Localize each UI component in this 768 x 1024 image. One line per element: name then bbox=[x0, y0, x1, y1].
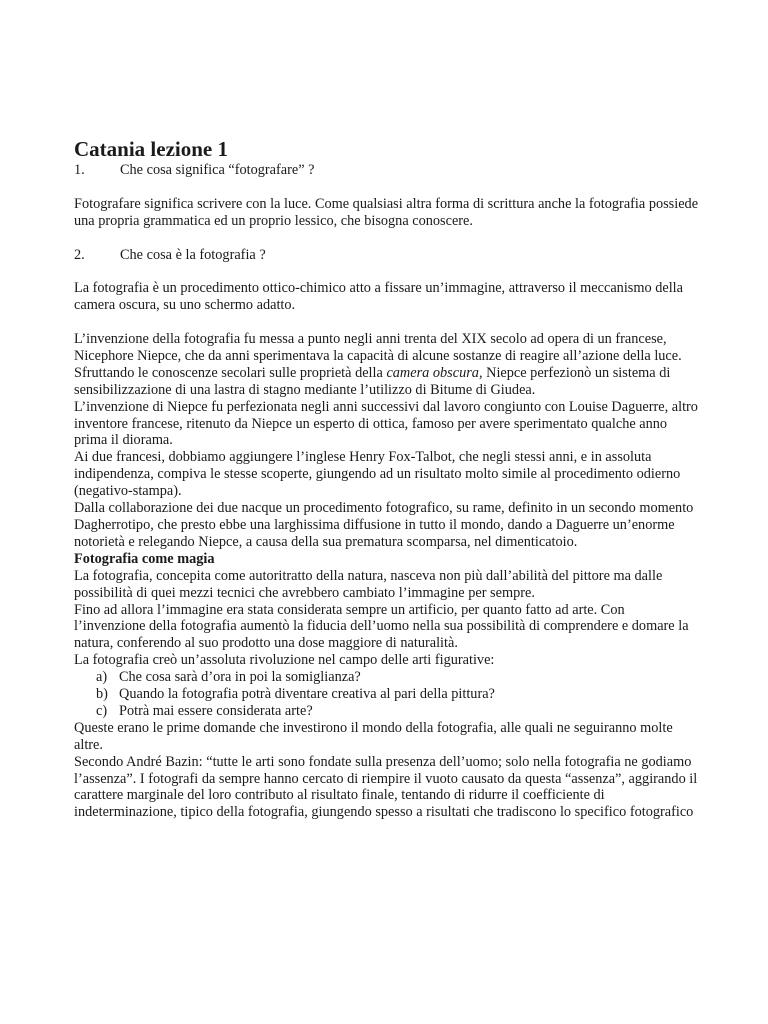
paragraph-niepce bbox=[74, 331, 699, 399]
question-1 bbox=[74, 162, 699, 179]
paragraph-rivoluzione: La fotografia creò un’assoluta rivoluzione nel campo delle arti figurative: bbox=[74, 652, 495, 669]
list-item-marker: b) bbox=[96, 686, 108, 703]
paragraph-artificio: Fino ad allora l’immagine era stata considerata sempre un artificio, per quanto fatto ad arte. Con l’invenzione della fotografia aumentò la fiducia dell’uomo nella sua possibilità di comprendere e domare la natura, conferendo al suo prodotto una dose maggiore di naturalità. bbox=[74, 601, 689, 652]
question-1-number: 1. bbox=[74, 162, 85, 178]
question-2-text: Che cosa è la fotografia ? bbox=[120, 246, 266, 263]
paragraph-bazin: Secondo André Bazin: “tutte le arti sono fondate sulla presenza dell’uomo; solo nella fotografia ne godiamo l’assenza”. I fotografi da sempre hanno cercato di riempire il vuoto causato da questa “assenza”, aggirando il carattere marginale del loro contributo al risultato finale, tentando di ridurre il coefficiente di indeterminazione, tipico della fotografia, giungendo spesso a risultati che tradiscono lo specifico fotografico bbox=[74, 753, 698, 821]
list-item bbox=[74, 703, 699, 720]
list-item-marker: c) bbox=[96, 702, 108, 719]
spacer bbox=[74, 263, 699, 280]
spacer bbox=[74, 179, 699, 196]
paragraph-domande: Queste erano le prime domande che investirono il mondo della fotografia, alle quali ne seguiranno molte altre. bbox=[74, 719, 673, 753]
question-1-text: Che cosa significa “fotografare” ? bbox=[120, 162, 315, 178]
question-2-number: 2. bbox=[74, 246, 85, 263]
paragraph-niepce-start: L’invenzione della fotografia fu messa a punto negli anni trenta del XIX secolo ad opera di un francese, Nicephore Niepce, che da anni sperimentava la capacità di alcune sostanze di reagire all’azione della luce. Sfruttando le conoscenze secolari sulle proprietà della bbox=[74, 331, 682, 381]
list-item-text: Potrà mai essere considerata arte? bbox=[119, 702, 313, 719]
list-item bbox=[74, 669, 699, 686]
paragraph-fox-talbot: Ai due francesi, dobbiamo aggiungere l’inglese Henry Fox-Talbot, che negli stessi anni, e in assoluta indipendenza, compiva le stesse scoperte, giungendo ad un risultato molto simile al procedimento odierno (negativo-stampa). bbox=[74, 449, 681, 500]
paragraph-daguerre: L’invenzione di Niepce fu perfezionata negli anni successivi dal lavoro congiunto con Louise Daguerre, altro inventore francese, ritenuto da Niepce un esperto di ottica, famoso per avere sperimentato qualche anno prima il diorama. bbox=[74, 398, 698, 449]
section-heading: Fotografia come magia bbox=[74, 550, 215, 567]
paragraph-process: La fotografia è un procedimento ottico-chimico atto a fissare un’immagine, attraverso il meccanismo della camera oscura, su uno schermo adatto. bbox=[74, 280, 683, 314]
spacer bbox=[74, 230, 699, 247]
paragraph-dagherrotipo: Dalla collaborazione dei due nacque un procedimento fotografico, su rame, definito in un secondo momento Dagherrotipo, che presto ebbe una larghissima diffusione in tutto il mondo, dando a Daguerre un’enorme notorietà e relegando Niepce, a causa della sua prematura scomparsa, nel dimenticatoio. bbox=[74, 500, 694, 550]
paragraph-niepce-end: , Niepce perfezionò un sistema di sensibilizzazione di una lastra di stagno mediante l’utilizzo di Bitume di Giudea. bbox=[74, 364, 671, 398]
paragraph-autoritratto: La fotografia, concepita come autoritratto della natura, nasceva non più dall’abilità del pittore ma dalle possibilità di quei mezzi tecnici che avrebbero cambiato l’immagine per sempre. bbox=[74, 567, 663, 601]
question-2 bbox=[74, 247, 699, 264]
list-item-text: Quando la fotografia potrà diventare creativa al pari della pittura? bbox=[119, 686, 495, 703]
question-list bbox=[74, 669, 699, 720]
spacer bbox=[74, 314, 699, 331]
list-item bbox=[74, 686, 699, 703]
list-item-text: Che cosa sarà d’ora in poi la somiglianza? bbox=[119, 669, 361, 686]
document-title: Catania lezione 1 bbox=[74, 137, 228, 161]
camera-obscura-term: camera obscura bbox=[386, 364, 479, 381]
paragraph-definition: Fotografare significa scrivere con la luce. Come qualsiasi altra forma di scrittura anche la fotografia possiede una propria grammatica ed un proprio lessico, che bisogna conoscere. bbox=[74, 195, 699, 229]
list-item-marker: a) bbox=[96, 669, 108, 686]
document-body bbox=[74, 137, 699, 821]
